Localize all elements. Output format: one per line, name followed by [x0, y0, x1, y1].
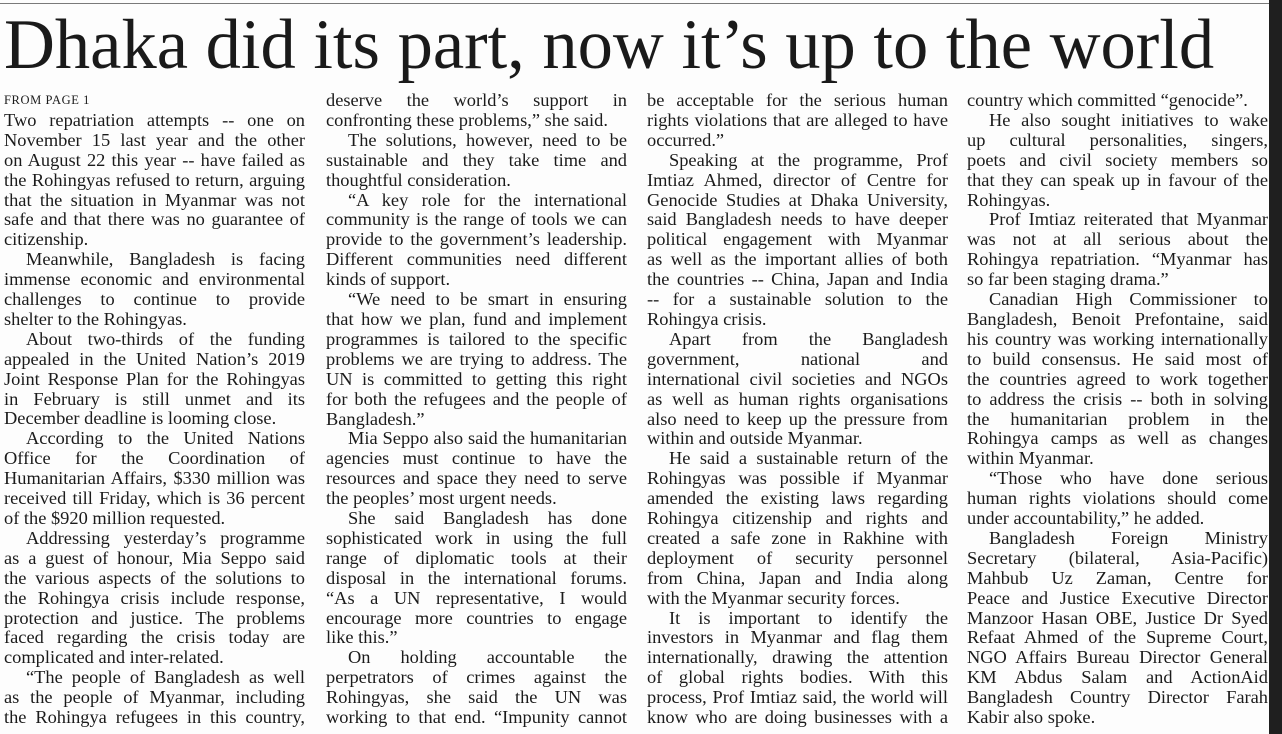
text-line: Meanwhile, Bangladesh is facing — [26, 249, 305, 270]
column-3 — [647, 91, 948, 728]
text-line: range of diplomatic tools at their — [326, 547, 627, 568]
text-line: deserve the world’s support in — [326, 90, 627, 110]
text-line: Humanitarian Affairs, $330 million was — [4, 468, 305, 489]
text-line: Rohingyas, she said the UN was — [326, 687, 627, 708]
text-line: within and outside Myanmar. — [647, 428, 863, 449]
text-line: Rohingya crisis. — [647, 308, 767, 329]
column-2 — [326, 91, 627, 728]
text-line: complicated and inter-related. — [4, 647, 224, 668]
text-line: “The people of Bangladesh as well — [26, 667, 305, 688]
text-line: “Those who have done serious — [989, 468, 1268, 489]
text-line: citizenship. — [4, 229, 89, 250]
text-line: appealed in the United Nation’s 2019 — [4, 348, 305, 369]
paragraph — [326, 509, 627, 648]
paragraph — [326, 429, 627, 509]
text-line: received till Friday, which is 36 percent — [4, 488, 305, 509]
text-line: for both the refugees and the people of — [326, 388, 627, 409]
text-line: resources and space they need to serve — [326, 468, 627, 489]
paragraph — [326, 290, 627, 429]
text-line: of the $920 million requested. — [4, 508, 226, 529]
text-line: on August 22 this year -- have failed as — [4, 149, 305, 170]
text-line: Rohingya camps as well as changes — [967, 428, 1268, 449]
text-line: sophisticated work in using the full — [326, 527, 627, 548]
text-line: thoughtful consideration. — [326, 169, 511, 190]
paragraph — [4, 529, 305, 668]
text-line: Office for the Coordination of — [4, 448, 305, 469]
paragraph — [326, 648, 627, 728]
text-line: On holding accountable the — [348, 647, 627, 668]
paragraph — [4, 111, 305, 250]
text-line: as well as human rights organisations — [647, 388, 948, 409]
text-line: Rohingya citizenship and rights and — [647, 508, 948, 529]
text-line: Rohingyas was possible if Myanmar — [647, 468, 948, 489]
text-line: process, Prof Imtiaz said, the world will — [647, 687, 948, 708]
paragraph — [967, 210, 1268, 290]
text-line: Different communities need different — [326, 249, 627, 270]
text-line: agencies must continue to have the — [326, 448, 627, 469]
jump-line: FROM PAGE 1 — [4, 93, 91, 107]
text-line: perpetrators of crimes against the — [326, 667, 627, 688]
text-line: The solutions, however, need to be — [348, 129, 627, 150]
paragraph — [326, 131, 627, 191]
paragraph — [4, 429, 305, 529]
text-line: the various aspects of the solutions to — [4, 567, 305, 588]
text-line: in February is still unmet and its — [4, 388, 305, 409]
text-line: up cultural personalities, singers, — [967, 129, 1268, 150]
text-line: internationally, drawing the attention — [647, 647, 948, 668]
text-line: sustainable and they take time and — [326, 149, 627, 170]
text-line: the humanitarian problem in the — [967, 408, 1268, 429]
text-line: Refaat Ahmed of the Supreme Court, — [967, 627, 1268, 648]
text-line: within Myanmar. — [967, 448, 1094, 469]
text-line: problems we are trying to address. The — [326, 348, 627, 369]
paragraph — [967, 469, 1268, 529]
text-line: created a safe zone in Rakhine with — [647, 527, 948, 548]
column-4 — [967, 91, 1268, 728]
text-line: be acceptable for the serious human — [647, 90, 948, 110]
text-line: Genocide Studies at Dhaka University, — [647, 189, 948, 210]
text-line: NGO Affairs Bureau Director General — [967, 647, 1268, 668]
text-line: that how we plan, fund and implement — [326, 308, 627, 329]
text-line: faced regarding the crisis today are — [4, 627, 305, 648]
text-line: of global rights bodies. With this — [647, 667, 948, 688]
text-line: challenges to continue to provide — [4, 289, 305, 310]
text-line: under accountability,” he added. — [967, 508, 1205, 529]
text-line: December deadline is looming close. — [4, 408, 277, 429]
paragraph — [967, 529, 1268, 728]
text-line: -- for a sustainable solution to the — [647, 289, 948, 310]
text-line: human rights violations should come — [967, 488, 1268, 509]
paragraph — [647, 330, 948, 449]
text-line: to address the crisis -- both in solving — [967, 388, 1268, 409]
text-line: Imtiaz Ahmed, director of Centre for — [647, 169, 948, 190]
text-line: as well as the important allies of both — [647, 249, 948, 270]
text-line: the Rohingya refugees in this country, — [4, 707, 305, 728]
text-line: Rohingya repatriation. “Myanmar has — [967, 249, 1268, 270]
text-line: occurred.” — [647, 129, 725, 150]
headline: Dhaka did its part, now it’s up to the world — [4, 6, 1215, 84]
text-line: shelter to the Rohingyas. — [4, 308, 187, 329]
text-line: country which committed “genocide”. — [967, 90, 1248, 110]
paragraph — [967, 290, 1268, 469]
text-line: the peoples’ most urgent needs. — [326, 488, 557, 509]
text-line: “We need to be smart in ensuring — [348, 289, 627, 310]
text-line: kinds of support. — [326, 269, 451, 290]
text-line: According to the United Nations — [26, 428, 305, 449]
text-line: Two repatriation attempts -- one on — [4, 109, 305, 130]
text-line: that the situation in Myanmar was not — [4, 189, 305, 210]
text-line: working to that end. “Impunity cannot — [326, 707, 627, 728]
text-line: Bangladesh Country Director Farah — [967, 687, 1268, 708]
text-line: Joint Response Plan for the Rohingyas — [4, 368, 305, 389]
paragraph — [4, 250, 305, 330]
text-line: Manzoor Hasan OBE, Justice Dr Syed — [967, 607, 1268, 628]
text-line: international civil societies and NGOs — [647, 368, 948, 389]
text-line: Mahbub Uz Zaman, Centre for — [967, 567, 1268, 588]
text-line: the Rohingya crisis include response, — [4, 587, 305, 608]
text-line: He said a sustainable return of the — [669, 448, 948, 469]
text-line: with the Myanmar security forces. — [647, 587, 900, 608]
paragraph — [326, 91, 627, 131]
text-line: safe and that there was no guarantee of — [4, 209, 305, 230]
text-line: Bangladesh.” — [326, 408, 425, 429]
text-line: He also sought initiatives to wake — [989, 109, 1268, 130]
text-line: provide to the government’s leadership. — [326, 229, 627, 250]
text-line: like this.” — [326, 627, 398, 648]
text-line: also need to keep up the pressure from — [647, 408, 948, 429]
text-line: Kabir also spoke. — [967, 707, 1096, 728]
text-line: confronting these problems,” she said. — [326, 109, 608, 130]
text-line: KM Abdus Salam and ActionAid — [967, 667, 1268, 688]
column-1 — [4, 91, 305, 728]
text-line: the countries agreed to work together — [967, 368, 1268, 389]
paragraph — [967, 91, 1268, 111]
text-line: that they can speak up in favour of the — [967, 169, 1268, 190]
text-line: said Bangladesh needs to have deeper — [647, 209, 948, 230]
text-line: the countries -- China, Japan and India — [647, 269, 948, 290]
paragraph — [4, 330, 305, 430]
text-line: It is important to identify the — [669, 607, 948, 628]
paragraph — [647, 91, 948, 151]
paragraph — [326, 191, 627, 291]
text-line: community is the range of tools we can — [326, 209, 627, 230]
text-line: Mia Seppo also said the humanitarian — [348, 428, 627, 449]
text-line: investors in Myanmar and flag them — [647, 627, 948, 648]
text-line: amended the existing laws regarding — [647, 488, 948, 509]
text-line: as a guest of honour, Mia Seppo said — [4, 547, 305, 568]
text-line: “As a UN representative, I would — [326, 587, 627, 608]
text-line: to build consensus. He said most of — [967, 348, 1268, 369]
text-line: Peace and Justice Executive Director — [967, 587, 1268, 608]
text-line: Rohingyas. — [967, 189, 1051, 210]
text-line: protection and justice. The problems — [4, 607, 305, 628]
text-line: government, national and — [647, 348, 948, 369]
scan-edge — [1269, 0, 1282, 734]
text-line: as the people of Myanmar, including — [4, 687, 305, 708]
text-line: Bangladesh Foreign Ministry — [989, 527, 1268, 548]
paragraph — [647, 609, 948, 728]
text-line: poets and civil society members so — [967, 149, 1268, 170]
text-line: Speaking at the programme, Prof — [669, 149, 948, 170]
text-line: deployment of security personnel — [647, 547, 948, 568]
text-line: rights violations that are alleged to have — [647, 109, 948, 130]
text-line: Addressing yesterday’s programme — [26, 527, 305, 548]
text-line: the Rohingyas refused to return, arguing — [4, 169, 305, 190]
text-line: know who are doing businesses with a — [647, 707, 948, 728]
paragraph — [967, 111, 1268, 211]
text-line: encourage more countries to engage — [326, 607, 627, 628]
paragraph — [4, 668, 305, 728]
text-line: About two-thirds of the funding — [26, 328, 305, 349]
text-line: Canadian High Commissioner to — [989, 289, 1268, 310]
text-line: She said Bangladesh has done — [348, 508, 627, 529]
text-line: Apart from the Bangladesh — [669, 328, 948, 349]
text-line: Secretary (bilateral, Asia-Pacific) — [967, 547, 1268, 568]
text-line: November 15 last year and the other — [4, 129, 305, 150]
text-line: Prof Imtiaz reiterated that Myanmar — [989, 209, 1268, 230]
paragraph — [647, 151, 948, 330]
text-line: Bangladesh, Benoit Prefontaine, said — [967, 308, 1268, 329]
text-line: “A key role for the international — [348, 189, 627, 210]
text-line: UN is committed to getting this right — [326, 368, 627, 389]
text-line: his country was working internationally — [967, 328, 1268, 349]
text-line: so far been staging drama.” — [967, 269, 1169, 290]
paragraph — [647, 449, 948, 608]
text-line: was not at all serious about the — [967, 229, 1268, 250]
text-line: disposal in the international forums. — [326, 567, 627, 588]
text-line: from China, Japan and India along — [647, 567, 948, 588]
text-line: programmes is tailored to the specific — [326, 328, 627, 349]
text-line: immense economic and environmental — [4, 269, 305, 290]
text-line: political engagement with Myanmar — [647, 229, 948, 250]
